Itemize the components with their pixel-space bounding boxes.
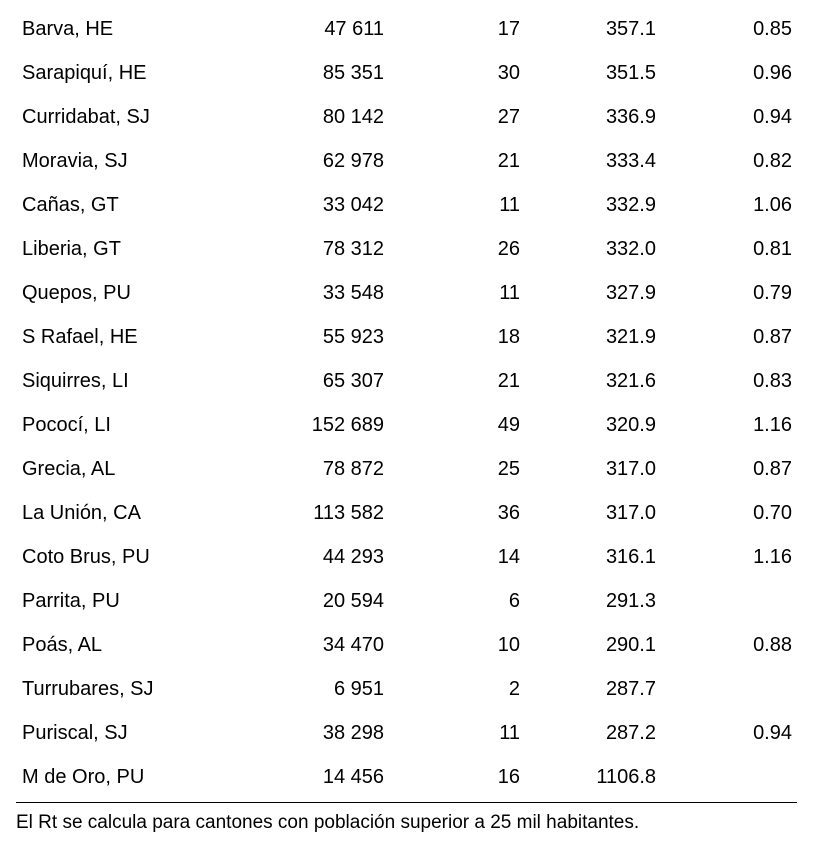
canton-name-cell: Liberia, GT: [22, 238, 121, 260]
cases-cell: 2: [508, 678, 520, 700]
rate-cell: 321.9: [605, 326, 656, 348]
population-cell: 33 548: [322, 282, 384, 304]
rt-cell: 0.82: [753, 150, 792, 172]
table-row: [0, 315, 828, 359]
table-bottom-rule: [16, 802, 797, 803]
population-cell: 113 582: [313, 502, 384, 524]
canton-name-cell: Parrita, PU: [22, 590, 120, 612]
table-row: [0, 447, 828, 491]
cases-cell: 26: [497, 238, 520, 260]
cases-cell: 25: [497, 458, 520, 480]
cases-cell: 27: [497, 106, 520, 128]
table-footnote: El Rt se calcula para cantones con población superior a 25 mil habitantes.: [16, 812, 640, 833]
rt-cell: 0.83: [753, 370, 792, 392]
canton-name-cell: Moravia, SJ: [22, 150, 128, 172]
table-row: [0, 623, 828, 667]
cases-cell: 21: [497, 150, 520, 172]
cases-cell: 11: [499, 722, 520, 744]
rate-cell: 357.1: [605, 18, 656, 40]
canton-name-cell: Curridabat, SJ: [22, 106, 150, 128]
table-row: [0, 711, 828, 755]
table-row: [0, 271, 828, 315]
canton-name-cell: La Unión, CA: [22, 502, 141, 524]
canton-name-cell: Coto Brus, PU: [22, 546, 150, 568]
rate-cell: 290.1: [605, 634, 656, 656]
population-cell: 20 594: [322, 590, 384, 612]
table-row: [0, 667, 828, 711]
rate-cell: 351.5: [605, 62, 656, 84]
population-cell: 34 470: [322, 634, 384, 656]
population-cell: 78 312: [322, 238, 384, 260]
rt-cell: 1.16: [753, 546, 792, 568]
rate-cell: 327.9: [605, 282, 656, 304]
canton-name-cell: Siquirres, LI: [22, 370, 129, 392]
rate-cell: 332.0: [605, 238, 656, 260]
cases-cell: 21: [497, 370, 520, 392]
rt-cell: 0.79: [753, 282, 792, 304]
cases-cell: 49: [497, 414, 520, 436]
cases-cell: 14: [497, 546, 520, 568]
table-row: [0, 139, 828, 183]
table-row: [0, 579, 828, 623]
rt-cell: 0.87: [753, 326, 792, 348]
table-row: [0, 7, 828, 51]
population-cell: 78 872: [322, 458, 384, 480]
canton-name-cell: Poás, AL: [22, 634, 103, 656]
population-cell: 152 689: [311, 414, 384, 436]
canton-name-cell: Sarapiquí, HE: [22, 62, 147, 84]
rate-cell: 291.3: [605, 590, 656, 612]
table-row: [0, 755, 828, 799]
rate-cell: 336.9: [605, 106, 656, 128]
canton-name-cell: Turrubares, SJ: [22, 678, 154, 700]
rate-cell: 321.6: [605, 370, 656, 392]
rate-cell: 287.2: [605, 722, 656, 744]
population-cell: 80 142: [322, 106, 384, 128]
table-row: [0, 491, 828, 535]
canton-name-cell: Cañas, GT: [22, 194, 119, 216]
population-cell: 55 923: [322, 326, 384, 348]
cases-cell: 16: [497, 766, 520, 788]
cases-cell: 11: [499, 282, 520, 304]
rt-cell: 1.16: [753, 414, 792, 436]
table-row: [0, 95, 828, 139]
rate-cell: 316.1: [605, 546, 656, 568]
rate-cell: 317.0: [605, 458, 656, 480]
population-cell: 6 951: [333, 678, 384, 700]
rate-cell: 287.7: [605, 678, 656, 700]
table-row: [0, 183, 828, 227]
rt-cell: 0.87: [753, 458, 792, 480]
rate-cell: 1106.8: [596, 766, 656, 788]
canton-name-cell: Pococí, LI: [22, 414, 111, 436]
population-cell: 38 298: [322, 722, 384, 744]
cases-cell: 11: [499, 194, 520, 216]
cases-cell: 18: [497, 326, 520, 348]
canton-table: [0, 7, 828, 799]
table-row: [0, 227, 828, 271]
population-cell: 33 042: [322, 194, 384, 216]
population-cell: 85 351: [322, 62, 384, 84]
cases-cell: 30: [497, 62, 520, 84]
population-cell: 14 456: [322, 766, 384, 788]
canton-name-cell: M de Oro, PU: [22, 766, 145, 788]
rt-cell: 0.96: [753, 62, 792, 84]
population-cell: 47 611: [324, 18, 384, 40]
population-cell: 44 293: [322, 546, 384, 568]
rate-cell: 333.4: [605, 150, 656, 172]
cases-cell: 36: [497, 502, 520, 524]
rt-cell: 0.88: [753, 634, 792, 656]
population-cell: 65 307: [322, 370, 384, 392]
canton-name-cell: Puriscal, SJ: [22, 722, 128, 744]
canton-name-cell: Grecia, AL: [22, 458, 116, 480]
rate-cell: 317.0: [605, 502, 656, 524]
canton-name-cell: S Rafael, HE: [22, 326, 138, 348]
cases-cell: 10: [497, 634, 520, 656]
table-row: [0, 51, 828, 95]
rt-cell: 0.70: [753, 502, 792, 524]
table-row: [0, 359, 828, 403]
canton-name-cell: Quepos, PU: [22, 282, 131, 304]
rt-cell: 1.06: [753, 194, 792, 216]
cases-cell: 17: [497, 18, 520, 40]
rt-cell: 0.94: [753, 106, 792, 128]
rate-cell: 332.9: [605, 194, 656, 216]
table-row: [0, 403, 828, 447]
rt-cell: 0.81: [753, 238, 792, 260]
cases-cell: 6: [508, 590, 520, 612]
rt-cell: 0.85: [753, 18, 792, 40]
table-row: [0, 535, 828, 579]
canton-name-cell: Barva, HE: [22, 18, 114, 40]
population-cell: 62 978: [322, 150, 384, 172]
rate-cell: 320.9: [605, 414, 656, 436]
rt-cell: 0.94: [753, 722, 792, 744]
